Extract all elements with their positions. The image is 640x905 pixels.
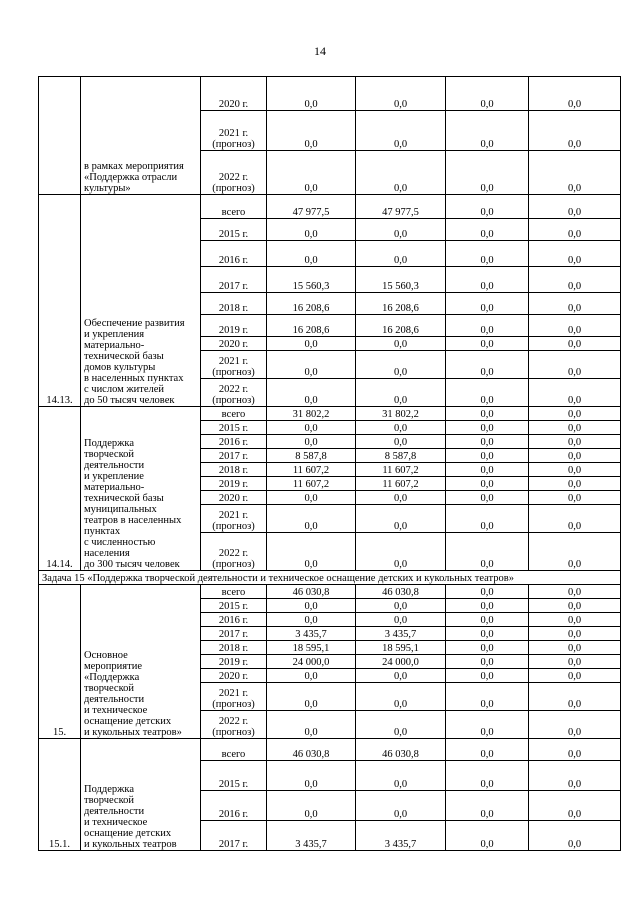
year-cell [201, 421, 267, 435]
year-label: (прогноз) [212, 139, 255, 150]
value-cell: 0,0 [267, 613, 356, 627]
table-row [39, 739, 621, 761]
year-label: 2015 г. [218, 779, 249, 790]
item-number: 14.14. [39, 407, 81, 571]
year-cell [201, 463, 267, 477]
year-label: всего [221, 207, 246, 218]
value-cell: 3 435,7 [356, 627, 446, 641]
description-line: оснащение детских [84, 828, 172, 839]
description-line: деятельности [84, 460, 145, 471]
budget-table [38, 76, 621, 851]
value-cell: 0,0 [356, 421, 446, 435]
value-cell: 0,0 [446, 791, 529, 821]
value-cell: 0,0 [529, 379, 621, 407]
value-cell: 0,0 [529, 407, 621, 421]
value-cell: 0,0 [446, 407, 529, 421]
description-line: пунктах [84, 526, 121, 537]
value-cell: 0,0 [356, 613, 446, 627]
year-cell [201, 219, 267, 241]
value-cell: 0,0 [356, 435, 446, 449]
value-cell: 31 802,2 [356, 407, 446, 421]
year-label: 2021 г. [218, 510, 249, 521]
value-cell: 0,0 [446, 711, 529, 739]
value-cell: 16 208,6 [267, 315, 356, 337]
value-cell: 0,0 [529, 821, 621, 851]
value-cell: 0,0 [267, 711, 356, 739]
description-line: с численностью [84, 537, 156, 548]
value-cell: 0,0 [529, 641, 621, 655]
year-cell [201, 77, 267, 111]
value-cell: 0,0 [529, 421, 621, 435]
year-cell [201, 599, 267, 613]
value-cell: 0,0 [446, 293, 529, 315]
value-cell: 0,0 [529, 449, 621, 463]
value-cell: 0,0 [267, 219, 356, 241]
value-cell: 0,0 [529, 315, 621, 337]
year-cell [201, 669, 267, 683]
value-cell: 0,0 [356, 111, 446, 151]
value-cell: 0,0 [356, 241, 446, 267]
value-cell: 0,0 [446, 351, 529, 379]
year-cell [201, 711, 267, 739]
year-cell [201, 739, 267, 761]
item-description [81, 195, 201, 407]
value-cell: 0,0 [529, 267, 621, 293]
value-cell: 0,0 [446, 267, 529, 293]
value-cell: 0,0 [356, 379, 446, 407]
value-cell: 0,0 [446, 379, 529, 407]
value-cell: 0,0 [446, 683, 529, 711]
value-cell: 3 435,7 [356, 821, 446, 851]
description-line: Поддержка [84, 438, 134, 449]
value-cell: 0,0 [446, 655, 529, 669]
year-cell [201, 821, 267, 851]
year-label: (прогноз) [212, 395, 255, 406]
value-cell: 47 977,5 [267, 195, 356, 219]
year-cell [201, 655, 267, 669]
value-cell: 0,0 [446, 421, 529, 435]
year-label: 2018 г. [218, 465, 249, 476]
value-cell: 16 208,6 [356, 293, 446, 315]
year-label: (прогноз) [212, 559, 255, 570]
item-number: 15.1. [39, 739, 81, 851]
year-cell [201, 627, 267, 641]
value-cell: 0,0 [267, 669, 356, 683]
description-line: и укрепление [84, 471, 144, 482]
value-cell: 11 607,2 [356, 463, 446, 477]
year-label: 2017 г. [218, 839, 249, 850]
value-cell: 0,0 [267, 761, 356, 791]
year-label: 2015 г. [218, 601, 249, 612]
year-label: 2019 г. [218, 325, 249, 336]
value-cell: 16 208,6 [356, 315, 446, 337]
table-row [39, 195, 621, 219]
value-cell: 8 587,8 [267, 449, 356, 463]
year-cell [201, 337, 267, 351]
value-cell: 0,0 [267, 435, 356, 449]
description-line: и кукольных театров» [84, 727, 182, 738]
year-cell [201, 379, 267, 407]
year-cell [201, 111, 267, 151]
value-cell: 0,0 [446, 219, 529, 241]
year-cell [201, 505, 267, 533]
year-label: 2015 г. [218, 229, 249, 240]
year-cell [201, 761, 267, 791]
description-line: театров в населенных [84, 515, 182, 526]
year-label: 2017 г. [218, 281, 249, 292]
description-line: творческой [84, 683, 135, 694]
value-cell: 0,0 [267, 791, 356, 821]
value-cell: 0,0 [267, 599, 356, 613]
value-cell: 0,0 [446, 533, 529, 571]
year-label: всего [221, 587, 246, 598]
description-line: до 50 тысяч человек [84, 395, 175, 406]
value-cell: 0,0 [267, 111, 356, 151]
value-cell: 0,0 [446, 761, 529, 791]
value-cell: 47 977,5 [356, 195, 446, 219]
year-label: 2021 г. [218, 356, 249, 367]
value-cell: 0,0 [529, 491, 621, 505]
description-line: и техническое [84, 817, 148, 828]
year-label: 2018 г. [218, 303, 249, 314]
value-cell: 15 560,3 [356, 267, 446, 293]
value-cell: 0,0 [356, 533, 446, 571]
year-cell [201, 151, 267, 195]
value-cell: 0,0 [529, 337, 621, 351]
year-label: 2020 г. [218, 671, 249, 682]
value-cell: 0,0 [446, 449, 529, 463]
value-cell: 0,0 [356, 337, 446, 351]
value-cell: 0,0 [267, 421, 356, 435]
description-line: деятельности [84, 806, 145, 817]
value-cell: 0,0 [446, 337, 529, 351]
value-cell: 18 595,1 [267, 641, 356, 655]
year-cell [201, 641, 267, 655]
year-cell [201, 407, 267, 421]
description-line: деятельности [84, 694, 145, 705]
year-cell [201, 195, 267, 219]
value-cell: 0,0 [446, 739, 529, 761]
year-label: 2016 г. [218, 809, 249, 820]
value-cell: 0,0 [267, 683, 356, 711]
value-cell: 0,0 [446, 463, 529, 477]
value-cell: 0,0 [356, 491, 446, 505]
year-cell [201, 267, 267, 293]
value-cell: 3 435,7 [267, 821, 356, 851]
year-label: 2016 г. [218, 255, 249, 266]
value-cell: 3 435,7 [267, 627, 356, 641]
description-line: Основное [84, 650, 128, 661]
value-cell: 0,0 [267, 151, 356, 195]
year-label: 2017 г. [218, 629, 249, 640]
value-cell: 0,0 [446, 315, 529, 337]
description-line: в рамках мероприятия [84, 161, 184, 172]
value-cell: 0,0 [446, 477, 529, 491]
value-cell: 0,0 [529, 711, 621, 739]
description-line: оснащение детских [84, 716, 172, 727]
value-cell: 46 030,8 [356, 739, 446, 761]
year-label: 2017 г. [218, 451, 249, 462]
description-line: Обеспечение развития [84, 318, 185, 329]
value-cell: 0,0 [529, 111, 621, 151]
value-cell: 0,0 [529, 761, 621, 791]
value-cell: 0,0 [446, 821, 529, 851]
value-cell: 0,0 [529, 505, 621, 533]
year-label: 2020 г. [218, 99, 249, 110]
description-line: домов культуры [84, 362, 156, 373]
description-line: технической базы [84, 351, 164, 362]
year-label: 2019 г. [218, 657, 249, 668]
year-cell [201, 613, 267, 627]
table-row [39, 77, 621, 111]
year-cell [201, 449, 267, 463]
description-line: «Поддержка отрасли [84, 172, 178, 183]
value-cell: 0,0 [267, 351, 356, 379]
value-cell: 0,0 [446, 505, 529, 533]
value-cell: 0,0 [356, 599, 446, 613]
year-label: 2020 г. [218, 493, 249, 504]
value-cell: 0,0 [529, 151, 621, 195]
table-row [39, 585, 621, 599]
value-cell: 0,0 [529, 533, 621, 571]
description-line: и кукольных театров [84, 839, 177, 850]
year-label: (прогноз) [212, 367, 255, 378]
value-cell: 0,0 [529, 219, 621, 241]
description-line: материально- [84, 340, 145, 351]
year-label: 2021 г. [218, 128, 249, 139]
year-label: 2019 г. [218, 479, 249, 490]
item-description [81, 739, 201, 851]
value-cell: 0,0 [356, 151, 446, 195]
year-cell [201, 241, 267, 267]
value-cell: 0,0 [446, 585, 529, 599]
value-cell: 0,0 [267, 379, 356, 407]
value-cell: 0,0 [356, 351, 446, 379]
value-cell: 0,0 [267, 241, 356, 267]
value-cell: 0,0 [356, 711, 446, 739]
value-cell: 0,0 [356, 791, 446, 821]
value-cell: 0,0 [267, 533, 356, 571]
item-number [39, 77, 81, 195]
year-cell [201, 533, 267, 571]
page-number: 14 [314, 44, 326, 58]
value-cell: 0,0 [446, 151, 529, 195]
value-cell: 0,0 [356, 761, 446, 791]
value-cell: 0,0 [446, 195, 529, 219]
year-label: 2020 г. [218, 339, 249, 350]
year-label: 2018 г. [218, 643, 249, 654]
year-label: (прогноз) [212, 521, 255, 532]
value-cell: 0,0 [267, 491, 356, 505]
value-cell: 0,0 [529, 599, 621, 613]
description-line: материально- [84, 482, 145, 493]
description-line: населения [84, 548, 130, 559]
year-cell [201, 293, 267, 315]
item-description [81, 407, 201, 571]
value-cell: 0,0 [356, 683, 446, 711]
year-label: 2022 г. [218, 172, 249, 183]
description-line: культуры» [84, 183, 131, 194]
description-line: мероприятие [84, 661, 142, 672]
year-label: 2022 г. [218, 384, 249, 395]
year-label: (прогноз) [212, 183, 255, 194]
table-row [39, 407, 621, 421]
value-cell: 31 802,2 [267, 407, 356, 421]
year-cell [201, 683, 267, 711]
value-cell: 0,0 [529, 683, 621, 711]
value-cell: 0,0 [529, 351, 621, 379]
value-cell: 0,0 [529, 195, 621, 219]
value-cell: 8 587,8 [356, 449, 446, 463]
value-cell: 0,0 [529, 293, 621, 315]
value-cell: 0,0 [529, 627, 621, 641]
value-cell: 11 607,2 [356, 477, 446, 491]
year-cell [201, 435, 267, 449]
description-line: Поддержка [84, 784, 134, 795]
year-label: 2015 г. [218, 423, 249, 434]
year-cell [201, 585, 267, 599]
value-cell: 46 030,8 [356, 585, 446, 599]
value-cell: 46 030,8 [267, 739, 356, 761]
value-cell: 0,0 [529, 77, 621, 111]
value-cell: 0,0 [446, 599, 529, 613]
description-line: до 300 тысяч человек [84, 559, 180, 570]
description-line: и укрепления [84, 329, 145, 340]
description-line: творческой [84, 449, 135, 460]
year-label: 2022 г. [218, 716, 249, 727]
description-line: и техническое [84, 705, 148, 716]
value-cell: 0,0 [529, 241, 621, 267]
value-cell: 15 560,3 [267, 267, 356, 293]
year-label: 2022 г. [218, 548, 249, 559]
year-label: всего [221, 749, 246, 760]
value-cell: 0,0 [267, 505, 356, 533]
value-cell: 0,0 [529, 739, 621, 761]
value-cell: 0,0 [529, 585, 621, 599]
description-line: технической базы [84, 493, 164, 504]
description-line: творческой [84, 795, 135, 806]
description-line: в населенных пунктах [84, 373, 184, 384]
year-cell [201, 351, 267, 379]
value-cell: 24 000,0 [356, 655, 446, 669]
value-cell: 0,0 [446, 613, 529, 627]
value-cell: 0,0 [529, 613, 621, 627]
value-cell: 0,0 [356, 77, 446, 111]
value-cell: 0,0 [529, 669, 621, 683]
task-title: Задача 15 «Поддержка творческой деятельности и техническое оснащение детских и кукольных театров» [39, 571, 621, 585]
item-description [81, 585, 201, 739]
value-cell: 0,0 [446, 641, 529, 655]
value-cell: 0,0 [529, 435, 621, 449]
description-line: с числом жителей [84, 384, 165, 395]
year-cell [201, 491, 267, 505]
value-cell: 0,0 [529, 463, 621, 477]
value-cell: 0,0 [356, 505, 446, 533]
item-number: 15. [39, 585, 81, 739]
value-cell: 0,0 [529, 791, 621, 821]
description-line: «Поддержка [84, 672, 140, 683]
value-cell: 11 607,2 [267, 477, 356, 491]
item-description [81, 77, 201, 195]
value-cell: 0,0 [529, 655, 621, 669]
value-cell: 0,0 [267, 77, 356, 111]
year-label: 2021 г. [218, 688, 249, 699]
year-label: 2016 г. [218, 437, 249, 448]
year-label: (прогноз) [212, 699, 255, 710]
value-cell: 46 030,8 [267, 585, 356, 599]
value-cell: 0,0 [267, 337, 356, 351]
year-cell [201, 791, 267, 821]
year-cell [201, 477, 267, 491]
item-number: 14.13. [39, 195, 81, 407]
value-cell: 0,0 [446, 77, 529, 111]
year-label: всего [221, 409, 246, 420]
value-cell: 18 595,1 [356, 641, 446, 655]
value-cell: 0,0 [446, 241, 529, 267]
year-cell [201, 315, 267, 337]
value-cell: 11 607,2 [267, 463, 356, 477]
value-cell: 24 000,0 [267, 655, 356, 669]
value-cell: 0,0 [356, 219, 446, 241]
value-cell: 0,0 [446, 435, 529, 449]
value-cell: 0,0 [356, 669, 446, 683]
value-cell: 0,0 [446, 491, 529, 505]
description-line: муниципальных [84, 504, 157, 515]
value-cell: 0,0 [529, 477, 621, 491]
value-cell: 0,0 [446, 669, 529, 683]
task-row [39, 571, 621, 585]
value-cell: 0,0 [446, 111, 529, 151]
value-cell: 0,0 [446, 627, 529, 641]
year-label: (прогноз) [212, 727, 255, 738]
value-cell: 16 208,6 [267, 293, 356, 315]
year-label: 2016 г. [218, 615, 249, 626]
